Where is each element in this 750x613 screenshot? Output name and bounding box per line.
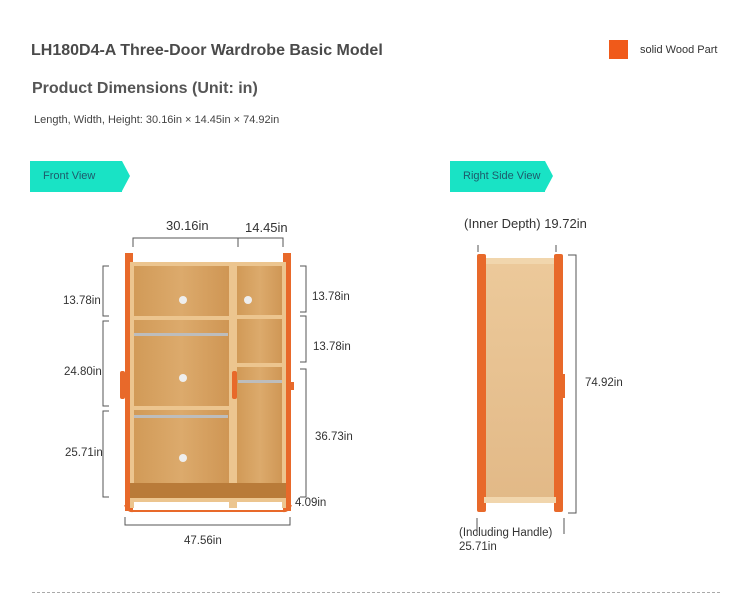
dimensions-heading: Product Dimensions (Unit: in): [32, 80, 258, 97]
left-top-height-label: 13.78in: [63, 295, 101, 307]
front-width-label: 30.16in: [166, 218, 209, 233]
front-view-tag: Front View: [30, 161, 122, 192]
bottom-divider: [32, 592, 720, 593]
right-third-height-label: 36.73in: [315, 431, 353, 443]
handle-note-label: (Including Handle): [459, 527, 553, 539]
front-depth-label: 14.45in: [245, 220, 288, 235]
right-top-height-label: 13.78in: [312, 291, 350, 303]
left-middle-height-label: 24.80in: [64, 366, 102, 378]
legend-label: solid Wood Part: [640, 44, 718, 56]
handle-width-label: 25.71in: [459, 541, 497, 553]
left-bottom-height-label: 25.71in: [65, 447, 103, 459]
dimensions-text: Length, Width, Height: 30.16in × 14.45in × 74.92in: [34, 114, 280, 126]
side-height-label: 74.92in: [585, 377, 623, 389]
inner-depth-label: (Inner Depth) 19.72in: [464, 216, 587, 231]
product-title: LH180D4-A Three-Door Wardrobe Basic Model: [31, 42, 383, 59]
bottom-width-label: 47.56in: [184, 535, 222, 547]
right-second-height-label: 13.78in: [313, 341, 351, 353]
base-height-label: 4.09in: [295, 497, 327, 509]
side-view-tag: Right Side View: [450, 161, 545, 192]
